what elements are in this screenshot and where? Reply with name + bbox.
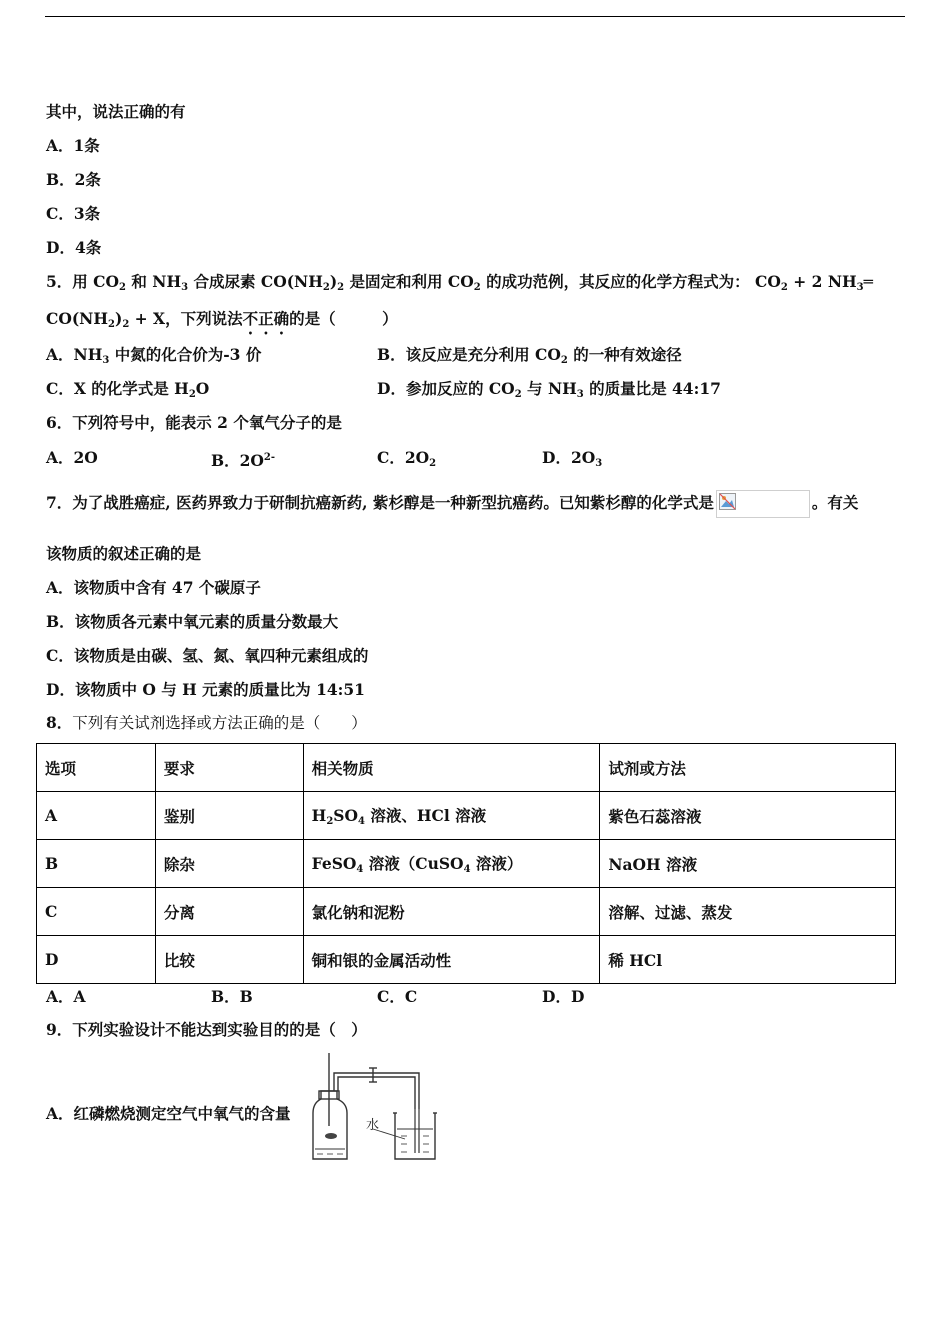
table-header-row bbox=[37, 744, 896, 792]
header-cell: 试剂或方法 bbox=[600, 744, 896, 792]
phosphorus-apparatus-diagram bbox=[307, 1051, 442, 1164]
header-cell: 相关物质 bbox=[303, 744, 600, 792]
q9-option-a: A．红磷燃烧测定空气中氧气的含量 bbox=[46, 1104, 291, 1123]
q8-answer-b: B．B bbox=[211, 987, 253, 1006]
header-rule bbox=[45, 16, 905, 17]
q8-stem: 8．下列有关试剂选择或方法正确的是（ ） bbox=[46, 713, 367, 732]
intro-text: 其中，说法正确的有 bbox=[46, 102, 186, 121]
option-cell: C bbox=[37, 888, 156, 936]
q5-option-b: B．该反应是充分利用 $CO_2$ 的一种有效途径 bbox=[377, 345, 682, 366]
q7-option-d: D．该物质中 O 与 H 元素的质量比为 14:51 bbox=[46, 680, 365, 699]
q8-answer-d: D．D bbox=[542, 987, 585, 1006]
method-cell: 紫色石蕊溶液 bbox=[600, 792, 896, 840]
substance-cell: 铜和银的金属活动性 bbox=[303, 936, 600, 984]
substance-cell: $H_2SO_4$ 溶液、HCl 溶液 bbox=[303, 792, 600, 840]
requirement-cell: 除杂 bbox=[155, 840, 303, 888]
requirement-cell: 鉴别 bbox=[155, 792, 303, 840]
q4-option-b: B．2条 bbox=[46, 170, 101, 189]
q7-stem-line2: 该物质的叙述正确的是 bbox=[46, 544, 202, 563]
method-cell: NaOH 溶液 bbox=[600, 840, 896, 888]
table-row bbox=[37, 840, 896, 888]
q7-option-a: A．该物质中含有 47 个碳原子 bbox=[46, 578, 261, 597]
q4-option-a: A．1条 bbox=[46, 136, 100, 155]
table-row bbox=[37, 888, 896, 936]
q8-table bbox=[36, 743, 896, 984]
header-cell: 选项 bbox=[37, 744, 156, 792]
emphasis-not-correct: 不正确 bbox=[242, 309, 290, 328]
option-cell: B bbox=[37, 840, 156, 888]
q6-stem: 6．下列符号中，能表示 2 个氧气分子的是 bbox=[46, 413, 342, 432]
method-cell: 稀 HCl bbox=[600, 936, 896, 984]
q9-stem: 9．下列实验设计不能达到实验目的的是（ ） bbox=[46, 1020, 367, 1039]
substance-cell: 氯化钠和泥粉 bbox=[303, 888, 600, 936]
substance-cell: FeSO$_4$ 溶液（CuSO$_4$ 溶液） bbox=[303, 840, 600, 888]
requirement-cell: 比较 bbox=[155, 936, 303, 984]
water-label: 水 bbox=[366, 1118, 380, 1133]
header-cell: 要求 bbox=[155, 744, 303, 792]
q5-option-d: D．参加反应的 $CO_2$ 与 $NH_3$ 的质量比是 44:17 bbox=[377, 379, 721, 400]
q4-option-c: C．3条 bbox=[46, 204, 101, 223]
method-cell: 溶解、过滤、蒸发 bbox=[600, 888, 896, 936]
q7-option-b: B．该物质各元素中氧元素的质量分数最大 bbox=[46, 612, 339, 631]
q5-option-c: C．X 的化学式是 $H_2O$ bbox=[46, 379, 210, 400]
q6-option-b: B．$2O^{2-}$ bbox=[211, 451, 275, 470]
q7-stem-line1: 7．为了战胜癌症, 医药界致力于研制抗癌新药, 紫杉醇是一种新型抗癌药。已知紫杉醇的化学式是 。有关 bbox=[46, 478, 858, 528]
q6-option-d: D．$2O_3$ bbox=[542, 448, 603, 469]
q5-stem-line2: $CO(NH_2)_2 + X$，下列说法不正确的是（ ） bbox=[46, 309, 398, 330]
broken-image-icon bbox=[719, 493, 736, 510]
q5-option-a: A．$NH_3$ 中氮的化合价为-3 价 bbox=[46, 345, 262, 366]
q5-stem-line1: 5．用 $CO_2$ 和 $NH_3$ 合成尿素 $CO(NH_2)_2$ 是固定和利用 $CO_2$ 的成功范例，其反应的化学方程式为： $CO_2 + 2$ $NH_3═$ bbox=[46, 272, 873, 293]
q7-option-c: C．该物质是由碳、氢、氮、氧四种元素组成的 bbox=[46, 646, 369, 665]
table-row bbox=[37, 792, 896, 840]
formula-image-placeholder bbox=[716, 490, 810, 518]
requirement-cell: 分离 bbox=[155, 888, 303, 936]
option-cell: A bbox=[37, 792, 156, 840]
q6-option-c: C．$2O_2$ bbox=[377, 448, 437, 469]
table-row bbox=[37, 936, 896, 984]
q8-answer-c: C．C bbox=[377, 987, 418, 1006]
q4-option-d: D．4条 bbox=[46, 238, 102, 257]
option-cell: D bbox=[37, 936, 156, 984]
q6-option-a: A．2O bbox=[46, 448, 98, 467]
q8-answer-a: A．A bbox=[46, 987, 86, 1006]
